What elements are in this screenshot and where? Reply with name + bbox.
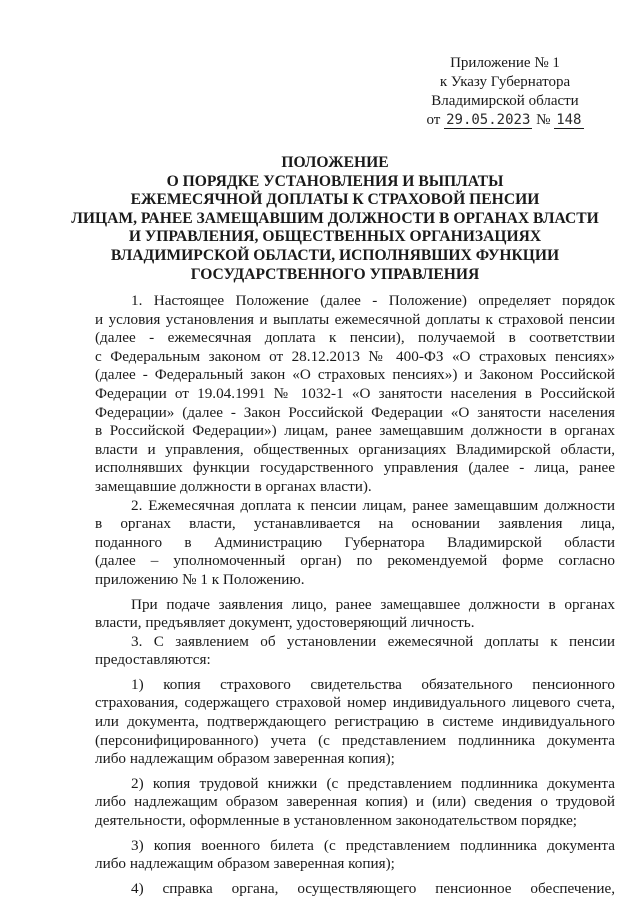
title-line: ЕЖЕМЕСЯЧНОЙ ДОПЛАТЫ К СТРАХОВОЙ ПЕНСИИ [130, 191, 540, 209]
document-body [95, 292, 615, 898]
text-line: (персонифицированного) учета (с представлением подлинника документа [95, 731, 615, 749]
title-line: ЛИЦАМ, РАНЕЕ ЗАМЕЩАВШИМ ДОЛЖНОСТИ В ОРГАНАХ ВЛАСТИ [71, 209, 599, 227]
text-line: 2. Ежемесячная доплата к пенсии лицам, ранее замещавшим должности [131, 496, 615, 514]
text-line: 4) справка органа, осуществляющего пенсионное обеспечение, [131, 879, 615, 897]
text-line: власти, предъявляет документ, удостоверяющий личность. [95, 614, 475, 632]
text-line: 3. С заявлением об установлении ежемесячной доплаты к пенсии [131, 632, 615, 650]
text-line: либо надлежащим образом заверенная копия) и (или) сведения о трудовой [95, 793, 615, 811]
text-line: либо надлежащим образом заверенная копия); [95, 855, 395, 873]
title-line: О ПОРЯДКЕ УСТАНОВЛЕНИЯ И ВЫПЛАТЫ [166, 172, 504, 190]
paragraph-item-2 [95, 775, 615, 831]
title-line: ГОСУДАРСТВЕННОГО УПРАВЛЕНИЯ [190, 265, 480, 283]
text-line: Федерации» (далее - Закон Российской Федерации «О занятости населения [95, 403, 615, 421]
number-value: 148 [556, 112, 582, 128]
attachment-line-2: к Указу Губернатора [439, 74, 571, 90]
text-line: с Федеральным законом от 28.12.2013 № 400-ФЗ «О страховых пенсиях» [95, 347, 615, 365]
text-line: власти и управления, общественных организациях Владимирской области, [95, 440, 615, 458]
title-line: ВЛАДИМИРСКОЙ ОБЛАСТИ, ИСПОЛНЯВШИХ ФУНКЦИИ [110, 246, 560, 264]
document-title [70, 154, 600, 284]
attachment-date-row [420, 111, 590, 130]
text-line: 1. Настоящее Положение (далее - Положение) определяет порядок [131, 292, 615, 309]
paragraph-item-4 [95, 880, 615, 899]
text-line: страхования, содержащего страховой номер индивидуального лицевого счета, [95, 694, 615, 712]
text-line: предоставляются: [95, 651, 211, 669]
paragraph-2 [95, 497, 615, 590]
text-line: Федерации от 19.04.1991 № 1032-1 «О занятости населения в Российской [95, 384, 615, 402]
text-line: 2) копия трудовой книжки (с представлением подлинника документа [131, 774, 615, 792]
attachment-line-1: Приложение № 1 [450, 55, 560, 71]
date-value: 29.05.2023 [446, 112, 531, 128]
text-line: или документа, подтверждающего регистрацию в системе индивидуального [95, 713, 615, 731]
paragraph-item-3 [95, 837, 615, 874]
paragraph-4 [95, 633, 615, 670]
text-line: либо надлежащим образом заверенная копия); [95, 750, 395, 768]
text-line: (далее - Федеральный закон «О страховых пенсиях») и Законом Российской [95, 366, 615, 384]
number-prefix: № [536, 112, 551, 128]
text-line: в органах власти, устанавливается на основании заявления лица, [95, 515, 615, 533]
paragraph-3 [95, 596, 615, 633]
text-line: и условия установления и выплаты ежемесячной доплаты к страховой пенсии [95, 310, 615, 328]
attachment-header [420, 54, 590, 130]
text-line: При подаче заявления лицо, ранее замещавшее должности в органах [131, 595, 615, 613]
text-line: исполнявших функции государственного управления (далее - лица, ранее [95, 459, 615, 477]
attachment-line-3: Владимирской области [431, 93, 579, 109]
title-line: И УПРАВЛЕНИЯ, ОБЩЕСТВЕННЫХ ОРГАНИЗАЦИЯХ [128, 228, 542, 246]
text-line: в Российской Федерации») лицам, ранее замещавшим должности в органах [95, 422, 615, 440]
date-prefix: от [426, 112, 441, 128]
title-line: ПОЛОЖЕНИЕ [281, 154, 389, 171]
paragraph-1 [95, 292, 615, 497]
text-line: замещавшие должности в органах власти). [95, 477, 372, 495]
text-line: (далее – уполномоченный орган) по рекомендуемой форме согласно [95, 552, 615, 570]
text-line: деятельности, оформленные в установленном законодательством порядке; [95, 812, 578, 830]
text-line: поданного в Администрацию Губернатора Владимирской области [95, 533, 615, 551]
text-line: 3) копия военного билета (с представлением подлинника документа [131, 836, 615, 854]
text-line: (далее - ежемесячная доплата к пенсии), получаемой в соответствии [95, 329, 615, 347]
paragraph-item-1 [95, 676, 615, 769]
text-line: приложению № 1 к Положению. [95, 570, 305, 588]
text-line: 1) копия страхового свидетельства обязательного пенсионного [131, 675, 615, 693]
